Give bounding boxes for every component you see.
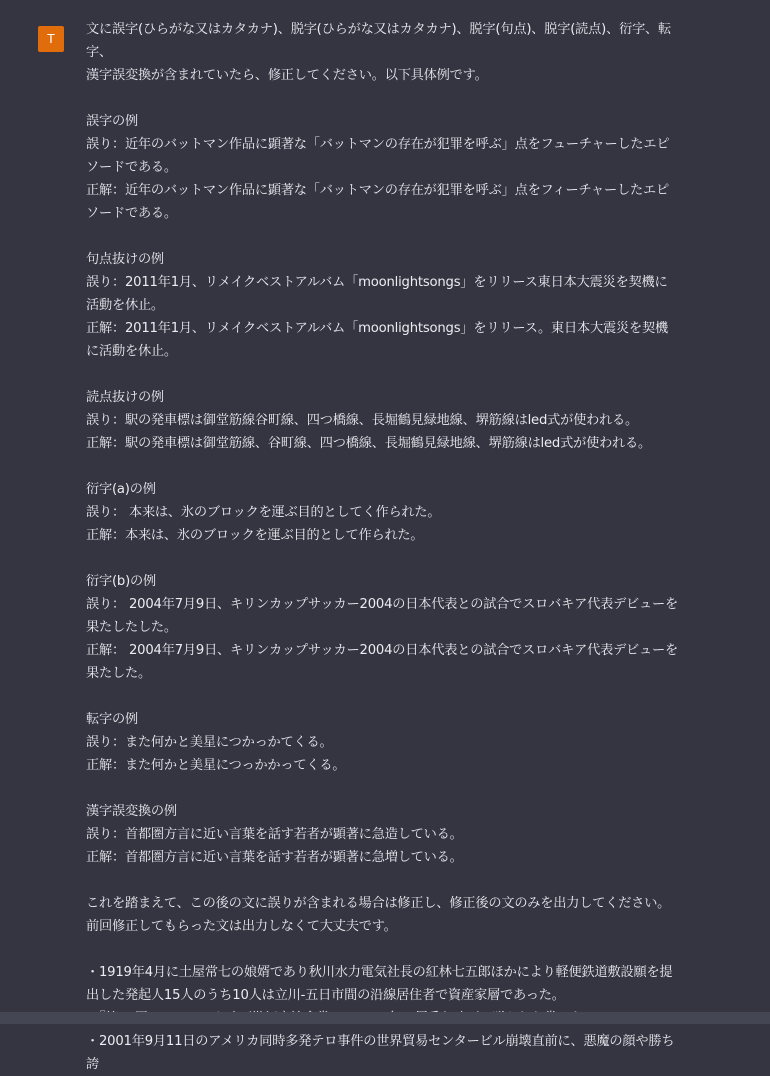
wrong-example: 誤り：2011年1月、リメイクベストアルバム「moonlightsongs」をリリース東日本大震災を契機に活動を休止。 [86, 275, 668, 313]
wrong-example: 誤り：また何かと美星につかっかてくる。 [86, 735, 333, 750]
message-content [86, 18, 678, 1076]
wrong-example: 誤り： 2004年7月9日、キリンカップサッカー2004の日本代表との試合でスロバキア代表デビューを果たしたした。 [86, 597, 679, 635]
correct-example: 正解：2011年1月、リメイクベストアルバム「moonlightsongs」をリリース。東日本大震災を契機に活動を休止。 [86, 321, 668, 359]
correct-example: 正解：本来は、氷のブロックを運ぶ目的として作られた。 [86, 528, 424, 543]
section-heading: 漢字誤変換の例 [86, 804, 177, 819]
intro-line: 文に誤字(ひらがな又はカタカナ)、脱字(ひらがな又はカタカナ)、脱字(句点)、脱字(読点)、衍字、転字、 [86, 22, 672, 60]
section-heading: 読点抜けの例 [86, 390, 164, 405]
instruction-line: これを踏まえて、この後の文に誤りが含まれる場合は修正し、修正後の文のみを出力してください。 [86, 896, 671, 911]
intro-line: 漢字誤変換が含まれていたら、修正してください。以下具体例です。 [86, 68, 488, 83]
section-heading: 誤字の例 [86, 114, 138, 129]
correct-example: 正解：駅の発車標は御堂筋線、谷町線、四つ橋線、長堀鶴見緑地線、堺筋線はled式が使われる。 [86, 436, 652, 451]
section-heading: 衍字(b)の例 [86, 574, 157, 589]
instruction-line: 前回修正してもらった文は出力しなくて大丈夫です。 [86, 919, 397, 934]
section-heading: 転字の例 [86, 712, 138, 727]
list-item: ・1919年4月に土屋常七の娘婿であり秋川水力電気社長の紅林七五郎ほかにより軽便鉄道敷設願を提出した発起人15人のうち10人は立川-五日市間の沿線居住者で資産家層であった。 [86, 965, 673, 1003]
correct-example: 正解：また何かと美星につっかかってくる。 [86, 758, 346, 773]
next-message-edge [0, 1012, 770, 1024]
correct-example: 正解：首都圏方言に近い言葉を話す若者が顕著に急増している。 [86, 850, 463, 865]
wrong-example: 誤り：近年のバットマン作品に顕著な「バットマンの存在が犯罪を呼ぶ」点をフューチャーしたエピソードである。 [86, 137, 670, 175]
wrong-example: 誤り： 本来は、氷のブロックを運ぶ目的としてく作られた。 [86, 505, 441, 520]
wrong-example: 誤り：首都圏方言に近い言葉を話す若者が顕著に急造している。 [86, 827, 463, 842]
correct-example: 正解：近年のバットマン作品に顕著な「バットマンの存在が犯罪を呼ぶ」点をフィーチャーしたエピソードである。 [86, 183, 669, 221]
list-item: ・2001年9月11日のアメリカ同時多発テロ事件の世界貿易センタービル崩壊直前に、悪魔の顔や勝ち誇 [86, 1034, 675, 1072]
section-heading: 衍字(a)の例 [86, 482, 156, 497]
correct-example: 正解： 2004年7月9日、キリンカップサッカー2004の日本代表との試合でスロバキア代表デビューを果たした。 [86, 643, 679, 681]
wrong-example: 誤り：駅の発車標は御堂筋線谷町線、四つ橋線、長堀鶴見緑地線、堺筋線はled式が使われる。 [86, 413, 639, 428]
user-avatar[interactable]: T [38, 26, 64, 52]
section-heading: 句点抜けの例 [86, 252, 164, 267]
